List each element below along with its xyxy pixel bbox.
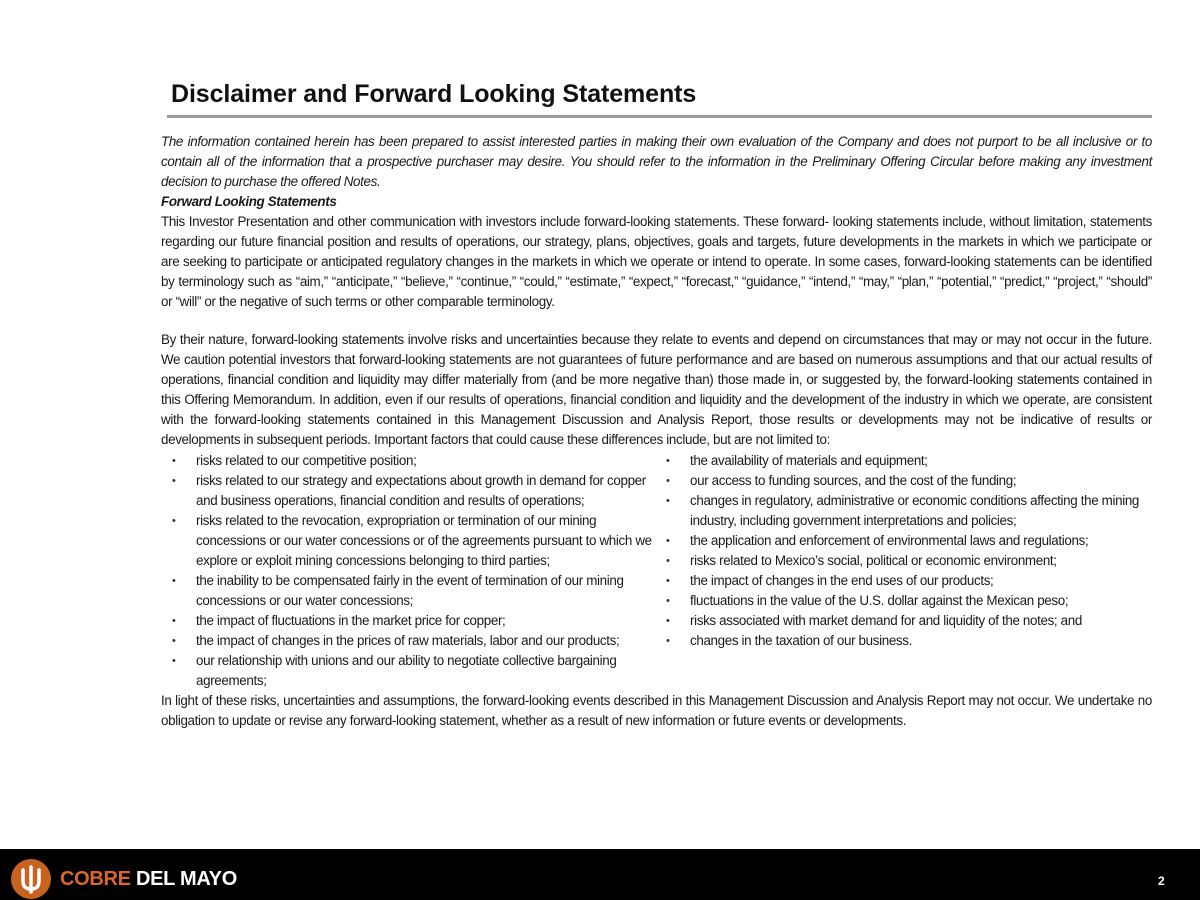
intro-paragraph: The information contained herein has been prepared to assist interested parties in making their own evaluation of the Company and does not purport to be all inclusive or to contain all of the information that a prospective purchaser may desire. You should refer to the information in the Preliminary Offering Circular before making any investment decision to purchase the offered Notes.: [161, 134, 1152, 189]
paragraph-spacer: [161, 312, 1152, 330]
closing-paragraph: In light of these risks, uncertainties and assumptions, the forward-looking events described in this Management Discussion and Analysis Report may not occur. We undertake no obligation to update or revise any forward-looking statement, whether as a result of new information or future events or developments.: [161, 693, 1152, 728]
list-item: • risks associated with market demand for and liquidity of the notes; and: [656, 611, 1152, 631]
logo-word-cobre: COBRE: [60, 868, 131, 890]
list-item: • changes in regulatory, administrative or economic conditions affecting the mining industry, including government interpretations and policies;: [656, 491, 1152, 531]
list-item: • the impact of changes in the end uses of our products;: [656, 571, 1152, 591]
risk-factors-left-column: [161, 451, 656, 691]
footer-bar: [0, 849, 1200, 900]
logo-glyph-icon: [11, 859, 51, 899]
list-item: • risks related to the revocation, expropriation or termination of our mining concessions or our water concessions or of the agreements pursuant to which we explore or exploit mining concessions belonging to third parties;: [161, 511, 656, 571]
slide-title: Disclaimer and Forward Looking Statements: [171, 80, 697, 108]
list-item: • the impact of fluctuations in the market price for copper;: [161, 611, 656, 631]
company-logo-text: [60, 868, 237, 891]
list-item: • changes in the taxation of our business.: [656, 631, 1152, 651]
slide-body: [161, 132, 1152, 731]
list-item: • fluctuations in the value of the U.S. dollar against the Mexican peso;: [656, 591, 1152, 611]
list-item: • our relationship with unions and our ability to negotiate collective bargaining agreements;: [161, 651, 656, 691]
list-item: • risks related to our strategy and expectations about growth in demand for copper and business operations, financial condition and results of operations;: [161, 471, 656, 511]
risk-factors-right-column: [656, 451, 1152, 691]
list-item: • the availability of materials and equipment;: [656, 451, 1152, 471]
list-item: • the application and enforcement of environmental laws and regulations;: [656, 531, 1152, 551]
cobre-del-mayo-logo-icon: [11, 859, 51, 899]
list-item: • risks related to Mexico’s social, political or economic environment;: [656, 551, 1152, 571]
forward-looking-heading: Forward Looking Statements: [161, 194, 337, 209]
forward-looking-paragraph: This Investor Presentation and other communication with investors include forward-looking statements. These forward- looking statements include, without limitation, statements regarding our future financial position and results of operations, our strategy, plans, objectives, goals and targets, future developments in the markets in which we participate or are seeking to participate or anticipated regulatory changes in the markets in which we operate or intend to operate. In some cases, forward-looking statements can be identified by terminology such as “aim,” “anticipate,” “believe,” “continue,” “could,” “estimate,” “expect,” “forecast,” “guidance,” “intend,” “may,” “plan,” “potential,” “predict,” “project,” “should” or “will” or the negative of such terms or other comparable terminology.: [161, 214, 1152, 309]
list-item: • the impact of changes in the prices of raw materials, labor and our products;: [161, 631, 656, 651]
list-item: • risks related to our competitive position;: [161, 451, 656, 471]
page-number: 2: [1158, 874, 1165, 888]
list-item: • our access to funding sources, and the cost of the funding;: [656, 471, 1152, 491]
title-underline: [167, 115, 1152, 118]
risks-paragraph: By their nature, forward-looking statements involve risks and uncertainties because they relate to events and depend on circumstances that may or may not occur in the future. We caution potential investors that forward-looking statements are not guarantees of future performance and are based on numerous assumptions and that our actual results of operations, financial condition and liquidity may differ materially from (and be more negative than) those made in, or suggested by, the forward-looking statements contained in this Offering Memorandum. In addition, even if our results of operations, financial condition and liquidity and the development of the industry in which we operate, are consistent with the forward-looking statements contained in this Management Discussion and Analysis Report, those results or developments may not be indicative of results or developments in subsequent periods. Important factors that could cause these differences include, but are not limited to:: [161, 332, 1152, 447]
list-item: • the inability to be compensated fairly in the event of termination of our mining concessions or our water concessions;: [161, 571, 656, 611]
risk-factors-list: [161, 451, 1152, 691]
logo-word-del-mayo: DEL MAYO: [136, 868, 237, 890]
